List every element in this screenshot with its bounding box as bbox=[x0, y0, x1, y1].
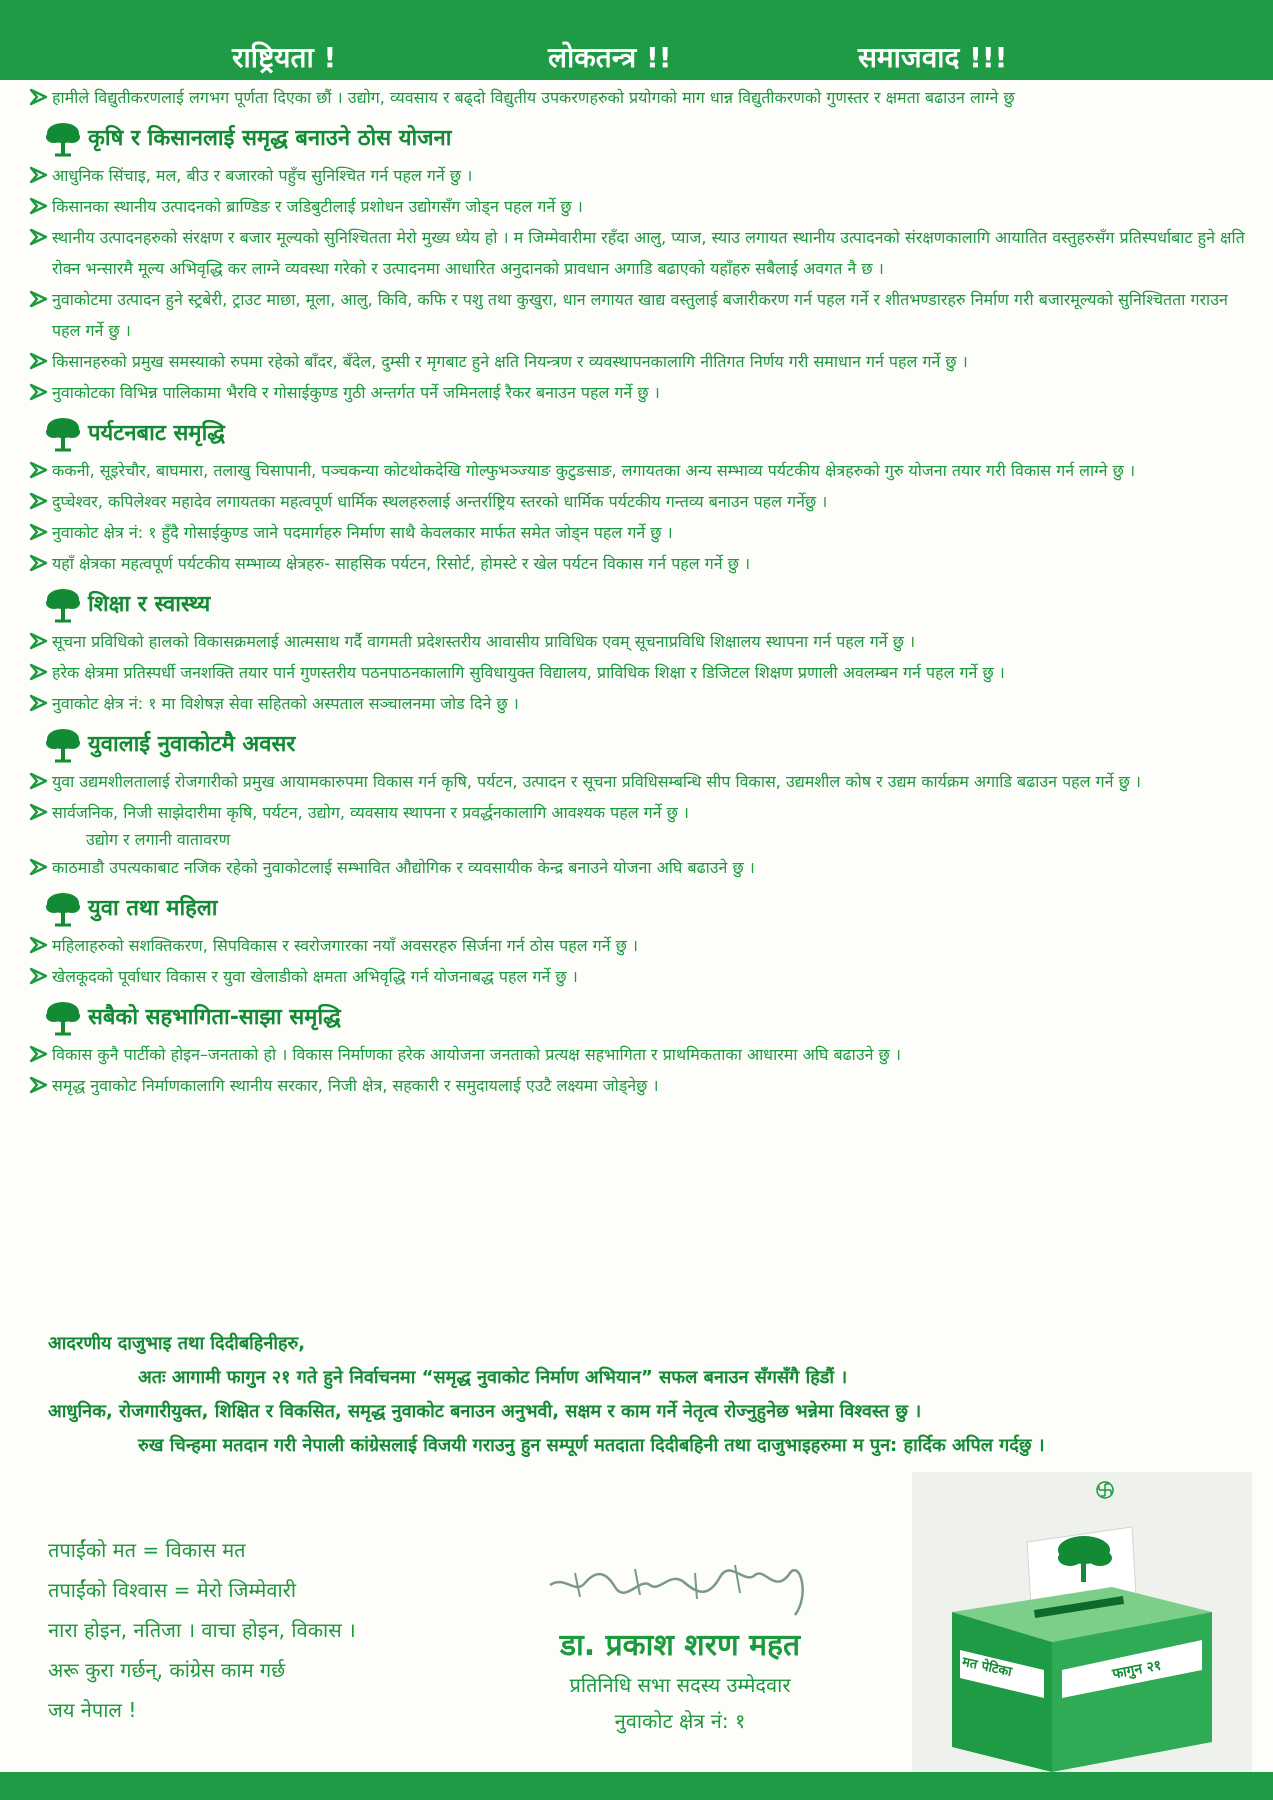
list-item-text: किसानका स्थानीय उत्पादनको ब्राण्डिङ र जडिबुटीलाई प्रशोधन उद्योगसँग जोड्न पहल गर्ने छु । bbox=[52, 197, 583, 216]
list-item-text: विकास कुनै पार्टीको होइन–जनताको हो । विकास निर्माणका हरेक आयोजना जनताको प्रत्यक्ष सहभागिता र प्राथमिकताका आधारमा अघि बढाउने छु । bbox=[52, 1045, 901, 1064]
motto: तपाईंको विश्वास = मेरो जिम्मेवारी bbox=[48, 1578, 297, 1602]
list-item bbox=[26, 1039, 1251, 1070]
list-item bbox=[26, 346, 1251, 377]
candidate-name: डा. प्रकाश शरण महत bbox=[559, 1628, 801, 1663]
arrow-right-icon bbox=[26, 626, 52, 650]
closing-line bbox=[48, 1429, 1238, 1463]
arrow-right-icon bbox=[26, 222, 52, 246]
subheading-industry-investment: उद्योग र लगानी वातावरण bbox=[86, 830, 231, 849]
arrow-right-icon bbox=[26, 961, 52, 985]
list-item bbox=[26, 191, 1251, 222]
list-item-text: यहाँ क्षेत्रका महत्वपूर्ण पर्यटकीय सम्भाव्य क्षेत्रहरु- साहसिक पर्यटन, रिसोर्ट, होमस्टे र खेल पर्यटन विकास गर्न पहल गर्ने छु । bbox=[52, 554, 751, 573]
arrow-right-icon bbox=[26, 930, 52, 954]
ballot-box-label: मत पेटिका bbox=[960, 1654, 1014, 1681]
closing-appeal bbox=[48, 1327, 1238, 1463]
list-item bbox=[26, 657, 1251, 688]
list-item bbox=[26, 548, 1251, 579]
section-header bbox=[44, 891, 1251, 927]
arrow-right-icon bbox=[26, 1039, 52, 1063]
ballot-box-date: फागुन २१ bbox=[1111, 1657, 1163, 1683]
candidate-constituency: नुवाकोट क्षेत्र नं: १ bbox=[614, 1709, 746, 1733]
manifesto-content bbox=[26, 82, 1251, 1101]
candidate-position: प्रतिनिधि सभा सदस्य उम्मेदवार bbox=[569, 1673, 791, 1697]
arrow-right-icon bbox=[26, 1070, 52, 1094]
slogan-nationalism: राष्ट्रियता ! bbox=[232, 41, 337, 74]
arrow-right-icon bbox=[26, 455, 52, 479]
tree-icon bbox=[44, 416, 82, 452]
list-item-text: युवा उद्यमशीलतालाई रोजगारीको प्रमुख आयामकारुपमा विकास गर्न कृषि, पर्यटन, उत्पादन र सूचना प्रविधिसम्बन्धि सीप विकास, उद्यमशील कोष र उद्यम कार्यक्रम अगाडि बढाउन पहल गर्ने छु । bbox=[52, 772, 1141, 791]
mottos-list bbox=[48, 1530, 356, 1730]
list-item bbox=[26, 961, 1251, 992]
list-item-text: स्थानीय उत्पादनहरुको संरक्षण र बजार मूल्यको सुनिश्चितता मेरो मुख्य ध्येय हो । म जिम्मेवारीमा रहँदा आलु, प्याज, स्याउ लगायत स्थानीय उत्पादनको संरक्षणकालागि आयातित वस्तुहरुसँग प्रतिस्पर्धाबाट हुने क्षति रोक्न भन्सारमै मूल्य अभिवृद्धि कर लाग्ने व्यवस्था गरेको र उत्पादनमा आधारित अनुदानको प्रावधान अगाडि बढाएको यहाँहरु सबैलाई अवगत नै छ । bbox=[52, 228, 1245, 278]
list-item bbox=[26, 222, 1251, 284]
intro-item-text: हामीले विद्युतीकरणलाई लगभग पूर्णता दिएका छौं । उद्योग, व्यवसाय र बढ्दो विद्युतीय उपकरणहरुको प्रयोगको माग धान्न विद्युतीकरणको गुणस्तर र क्षमता बढाउन लाग्ने छु bbox=[52, 88, 1015, 107]
list-item bbox=[26, 930, 1251, 961]
slogan-democracy: लोकतन्त्र !! bbox=[548, 41, 672, 74]
section-education-health bbox=[26, 587, 1251, 719]
list-item-text: नुवाकोट क्षेत्र नं: १ मा विशेषज्ञ सेवा सहितको अस्पताल सञ्चालनमा जोड दिने छु । bbox=[52, 694, 519, 713]
arrow-right-icon bbox=[26, 657, 52, 681]
intro-item bbox=[26, 82, 1251, 113]
list-item-text: महिलाहरुको सशक्तिकरण, सिपविकास र स्वरोजगारका नयाँ अवसरहरु सिर्जना गर्न ठोस पहल गर्ने छु । bbox=[52, 936, 638, 955]
section-tourism bbox=[26, 416, 1251, 579]
section-header bbox=[44, 416, 1251, 452]
tree-icon bbox=[44, 727, 82, 763]
list-item bbox=[26, 688, 1251, 719]
section-header bbox=[44, 121, 1251, 157]
closing-line: अतः आगामी फागुन २१ गते हुने निर्वाचनमा “समृद्ध नुवाकोट निर्माण अभियान” सफल बनाउन सँगसँगै हिडौं । bbox=[138, 1367, 848, 1388]
arrow-right-icon bbox=[26, 160, 52, 184]
list-item bbox=[26, 766, 1251, 797]
header-bar bbox=[0, 0, 1273, 80]
list-item bbox=[26, 797, 1251, 828]
list-item-text: काठमाडौ उपत्यकाबाट नजिक रहेको नुवाकोटलाई सम्भावित औद्योगिक र व्यवसायीक केन्द्र बनाउने योजना अघि बढाउने छु । bbox=[52, 858, 755, 877]
list-item bbox=[26, 455, 1251, 486]
arrow-right-icon bbox=[26, 688, 52, 712]
list-item bbox=[26, 284, 1251, 346]
list-item-text: समृद्ध नुवाकोट निर्माणकालागि स्थानीय सरकार, निजी क्षेत्र, सहकारी र समुदायलाई एउटै लक्ष्यमा जोड्नेछु । bbox=[52, 1076, 659, 1095]
motto: अरू कुरा गर्छन्, कांग्रेस काम गर्छ bbox=[48, 1658, 286, 1682]
arrow-right-icon bbox=[26, 548, 52, 572]
section-title: शिक्षा र स्वास्थ्य bbox=[88, 592, 211, 617]
list-item bbox=[26, 852, 1251, 883]
motto: जय नेपाल ! bbox=[48, 1698, 137, 1722]
arrow-right-icon bbox=[26, 191, 52, 215]
list-item-text: आधुनिक सिंचाइ, मल, बीउ र बजारको पहुँच सुनिश्चित गर्न पहल गर्ने छु । bbox=[52, 166, 473, 185]
section-youth-women bbox=[26, 891, 1251, 992]
section-title: युवा तथा महिला bbox=[88, 896, 218, 921]
list-item-text: सूचना प्रविधिको हालको विकासक्रमलाई आत्मसाथ गर्दै वागमती प्रदेशस्तरीय आवासीय प्राविधिक एवम् सूचनाप्रविधि शिक्षालय स्थापना गर्न पहल गर्ने छु । bbox=[52, 632, 916, 651]
swastika-icon bbox=[1097, 1482, 1113, 1498]
motto: तपाईंको मत = विकास मत bbox=[48, 1538, 246, 1562]
section-header bbox=[44, 727, 1251, 763]
closing-line-text: रुख चिन्हमा मतदान गरी नेपाली कांग्रेसलाई विजयी गराउनु हुन सम्पूर्ण मतदाता दिदीबहिनी तथा दाजुभाइहरुमा म पुन: हार्दिक अपिल गर्दछु । bbox=[138, 1435, 1045, 1456]
section-title: कृषि र किसानलाई समृद्ध बनाउने ठोस योजना bbox=[88, 126, 452, 151]
list-item-text: हरेक क्षेत्रमा प्रतिस्पर्धी जनशक्ति तयार पार्न गुणस्तरीय पठनपाठनकालागि सुविधायुक्त विद्यालय, प्राविधिक शिक्षा र डिजिटल शिक्षण प्रणाली अवलम्बन गर्न पहल गर्ने छु । bbox=[52, 663, 1005, 682]
section-header bbox=[44, 587, 1251, 623]
arrow-right-icon bbox=[26, 486, 52, 510]
section-youth-opportunity bbox=[26, 727, 1251, 883]
arrow-right-icon bbox=[26, 284, 52, 308]
tree-icon bbox=[44, 121, 82, 157]
section-title: सबैको सहभागिता-साझा समृद्धि bbox=[88, 1005, 341, 1030]
list-item-text: नुवाकोटका विभिन्न पालिकामा भैरवि र गोसाईकुण्ड गुठी अन्तर्गत पर्ने जमिनलाई रैकर बनाउन पहल गर्ने छु । bbox=[52, 383, 660, 402]
motto: नारा होइन, नतिजा । वाचा होइन, विकास । bbox=[48, 1618, 356, 1642]
slogan-socialism: समाजवाद !!! bbox=[858, 41, 1008, 74]
list-item bbox=[26, 517, 1251, 548]
arrow-right-icon bbox=[26, 766, 52, 790]
candidate-block bbox=[510, 1625, 850, 1739]
section-title: युवालाई नुवाकोटमै अवसर bbox=[88, 732, 296, 757]
closing-salutation: आदरणीय दाजुभाइ तथा दिदीबहिनीहरु, bbox=[48, 1333, 306, 1354]
list-item bbox=[26, 377, 1251, 408]
tree-icon bbox=[44, 587, 82, 623]
footer-bar bbox=[0, 1772, 1273, 1800]
list-item bbox=[26, 160, 1251, 191]
section-agriculture bbox=[26, 121, 1251, 408]
signature-graphic bbox=[545, 1555, 825, 1625]
list-item-text: नुवाकोटमा उत्पादन हुने स्ट्रबेरी, ट्राउट माछा, मूला, आलु, किवि, कफि र पशु तथा कुखुरा, धान लगायत खाद्य वस्तुलाई बजारीकरण गर्न पहल गर्ने र शीतभण्डारहरु निर्माण गरी बजारमूल्यको सुनिश्चितता गराउन पहल गर्ने छु । bbox=[52, 290, 1228, 340]
tree-icon bbox=[44, 891, 82, 927]
ballot-box-graphic bbox=[912, 1472, 1252, 1772]
list-item-text: किसानहरुको प्रमुख समस्याको रुपमा रहेको बाँदर, बँदेल, दुम्सी र मृगबाट हुने क्षति नियन्त्रण र व्यवस्थापनकालागि नीतिगत निर्णय गरी समाधान गर्न पहल गर्ने छु । bbox=[52, 352, 968, 371]
arrow-right-icon bbox=[26, 82, 52, 106]
tree-icon bbox=[44, 1000, 82, 1036]
arrow-right-icon bbox=[26, 377, 52, 401]
list-item-text: ककनी, सूइरेचौर, बाघमारा, तलाखु चिसापानी, पञ्चकन्या कोटथोकदेखि गोल्फुभञ्ज्याङ कुटुङसाङ, लगायतका अन्य सम्भाव्य पर्यटकीय क्षेत्रहरुको गुरु योजना तयार गरी विकास गर्न लाग्ने छु । bbox=[52, 461, 1136, 480]
section-title: पर्यटनबाट समृद्धि bbox=[88, 421, 225, 446]
closing-line: आधुनिक, रोजगारीयुक्त, शिक्षित र विकसित, समृद्ध नुवाकोट बनाउन अनुभवी, सक्षम र काम गर्ने नेतृत्व रोज्नुहुनेछ भन्नेमा विश्वस्त छु । bbox=[48, 1401, 922, 1422]
arrow-right-icon bbox=[26, 797, 52, 821]
list-item bbox=[26, 1070, 1251, 1101]
arrow-right-icon bbox=[26, 517, 52, 541]
arrow-right-icon bbox=[26, 346, 52, 370]
list-item bbox=[26, 626, 1251, 657]
list-item bbox=[26, 486, 1251, 517]
list-item-text: खेलकूदको पूर्वाधार विकास र युवा खेलाडीको क्षमता अभिवृद्धि गर्न योजनाबद्ध पहल गर्ने छु । bbox=[52, 967, 578, 986]
arrow-right-icon bbox=[26, 852, 52, 876]
list-item-text: सार्वजनिक, निजी साझेदारीमा कृषि, पर्यटन, उद्योग, व्यवसाय स्थापना र प्रवर्द्धनकालागि आवश्यक पहल गर्ने छु । bbox=[52, 803, 689, 822]
section-header bbox=[44, 1000, 1251, 1036]
section-shared-prosperity bbox=[26, 1000, 1251, 1101]
list-item-text: दुप्चेश्वर, कपिलेश्वर महादेव लगायतका महत्वपूर्ण धार्मिक स्थलहरुलाई अन्तर्राष्ट्रिय स्तरको धार्मिक पर्यटकीय गन्तव्य बनाउन पहल गर्नेछु । bbox=[52, 492, 828, 511]
list-item-text: नुवाकोट क्षेत्र नं: १ हुँदै गोसाईकुण्ड जाने पदमार्गहरु निर्माण साथै केवलकार मार्फत समेत जोड्न पहल गर्ने छु । bbox=[52, 523, 673, 542]
